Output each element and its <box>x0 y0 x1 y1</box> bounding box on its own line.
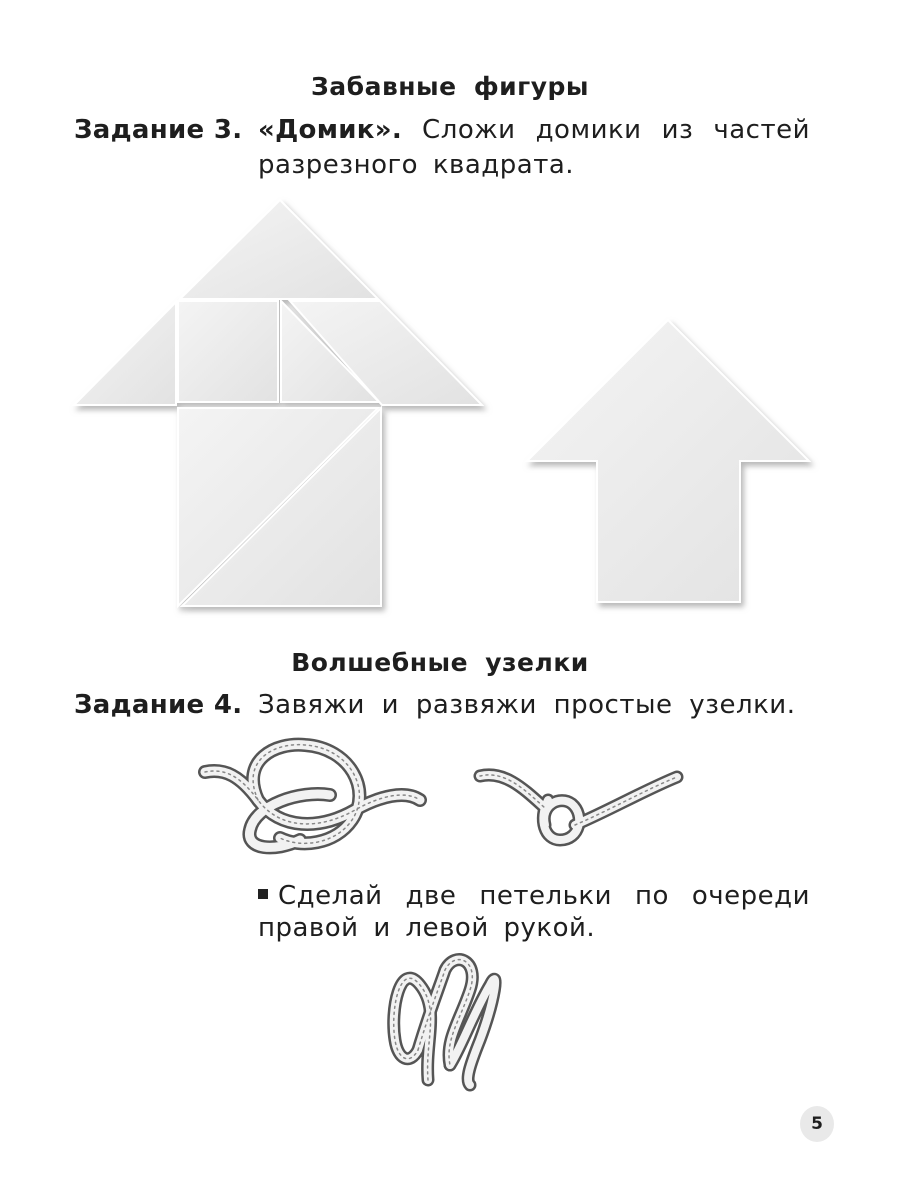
two-loops-icon <box>394 960 495 1085</box>
task-3-line-2: разрезного квадрата. <box>258 150 575 180</box>
task-4-instruction: Завяжи и развяжи простые узелки. <box>258 690 796 720</box>
task-4-label: Задание 4. <box>74 690 243 720</box>
task-3-label: Задание 3. <box>74 115 243 145</box>
loose-knot-icon <box>205 745 420 848</box>
task-3-name: «Домик». <box>258 115 403 145</box>
section-title-fun-figures: Забавные фигуры <box>311 72 589 101</box>
section-title-magic-knots: Волшебные узелки <box>291 648 589 677</box>
page-number: 5 <box>800 1106 834 1142</box>
tight-knot-icon <box>480 775 677 840</box>
tip-line-1-text: Сделай две петельки по очереди <box>278 881 810 911</box>
tip-line-2: правой и левой рукой. <box>258 913 596 943</box>
tip-line-1 <box>258 881 810 911</box>
bullet-square-icon <box>258 889 268 899</box>
task-3-instruction: Сложи домики из частей <box>422 115 810 145</box>
